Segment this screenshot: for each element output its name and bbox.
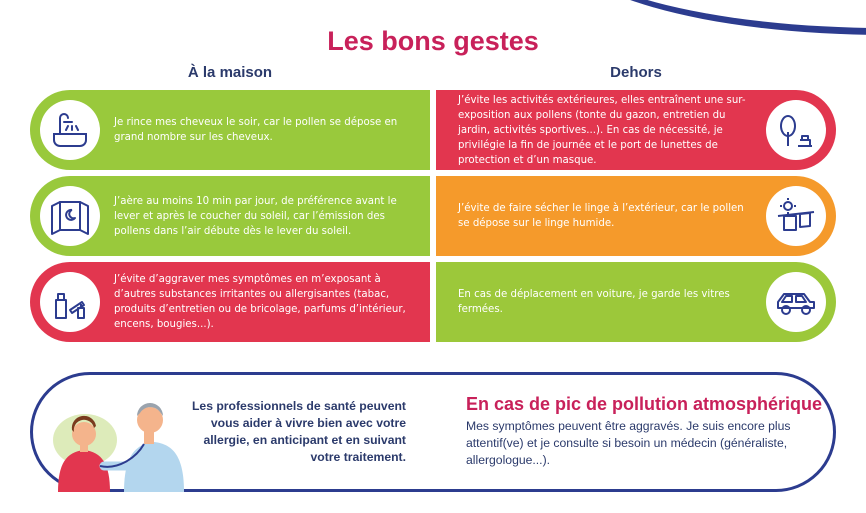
column-heading-outside: Dehors bbox=[610, 64, 662, 81]
column-heading-home: À la maison bbox=[187, 64, 273, 81]
doctor-patient-illustration bbox=[40, 380, 190, 492]
home-tip-text: Je rince mes cheveux le soir, car le pollen se dépose en grand nombre sur les cheveux. bbox=[114, 117, 398, 143]
home-tip-card bbox=[30, 262, 430, 342]
laundry-icon bbox=[766, 186, 826, 246]
pollution-text: Mes symptômes peuvent être aggravés. Je suis encore plus attentif(ve) et je consulte si besoin un médecin (généraliste, allergologue...). bbox=[466, 419, 791, 467]
outside-tip-card bbox=[436, 176, 836, 256]
outside-tip-text: En cas de déplacement en voiture, je garde les vitres fermées. bbox=[458, 289, 730, 315]
outside-tip-card bbox=[436, 90, 836, 170]
home-tip-text: J’aère au moins 10 min par jour, de préférence avant le lever et après le coucher du soleil, car l’émission des pollens dans l’air débute dès le lever du soleil. bbox=[114, 195, 397, 237]
home-tip-card bbox=[30, 176, 430, 256]
irritants-icon bbox=[40, 272, 100, 332]
professionals-text: Les professionnels de santé peuvent vous aider à vivre bien avec votre allergie, en anticipant et en suivant votre traitement. bbox=[191, 399, 406, 464]
tree-icon bbox=[766, 100, 826, 160]
pollution-title: En cas de pic de pollution atmosphérique bbox=[466, 394, 823, 414]
window-icon bbox=[40, 186, 100, 246]
page-title: Les bons gestes bbox=[327, 26, 539, 56]
shower-icon bbox=[40, 100, 100, 160]
home-tip-card bbox=[30, 90, 430, 170]
outside-tip-card bbox=[436, 262, 836, 342]
corner-decoration-inner bbox=[560, 0, 866, 28]
outside-tip-text: J’évite les activités extérieures, elles entraînent une sur-exposition aux pollens (tonte du gazon, entretien du jardin, activités sportives...). En cas de nécessité, je privilégie la fin de journée et le port de lunettes de protection et d’un masque. bbox=[458, 94, 746, 166]
outside-tip-text: J’évite de faire sécher le linge à l’extérieur, car le pollen se dépose sur le linge humide. bbox=[458, 203, 744, 229]
car-icon bbox=[766, 272, 826, 332]
home-tip-text: J’évite d’aggraver mes symptômes en m’exposant à d’autres substances irritantes ou allergisantes (tabac, produits d’entretien ou de bricolage, parfums d’intérieur, encens, bougies...). bbox=[114, 274, 406, 330]
